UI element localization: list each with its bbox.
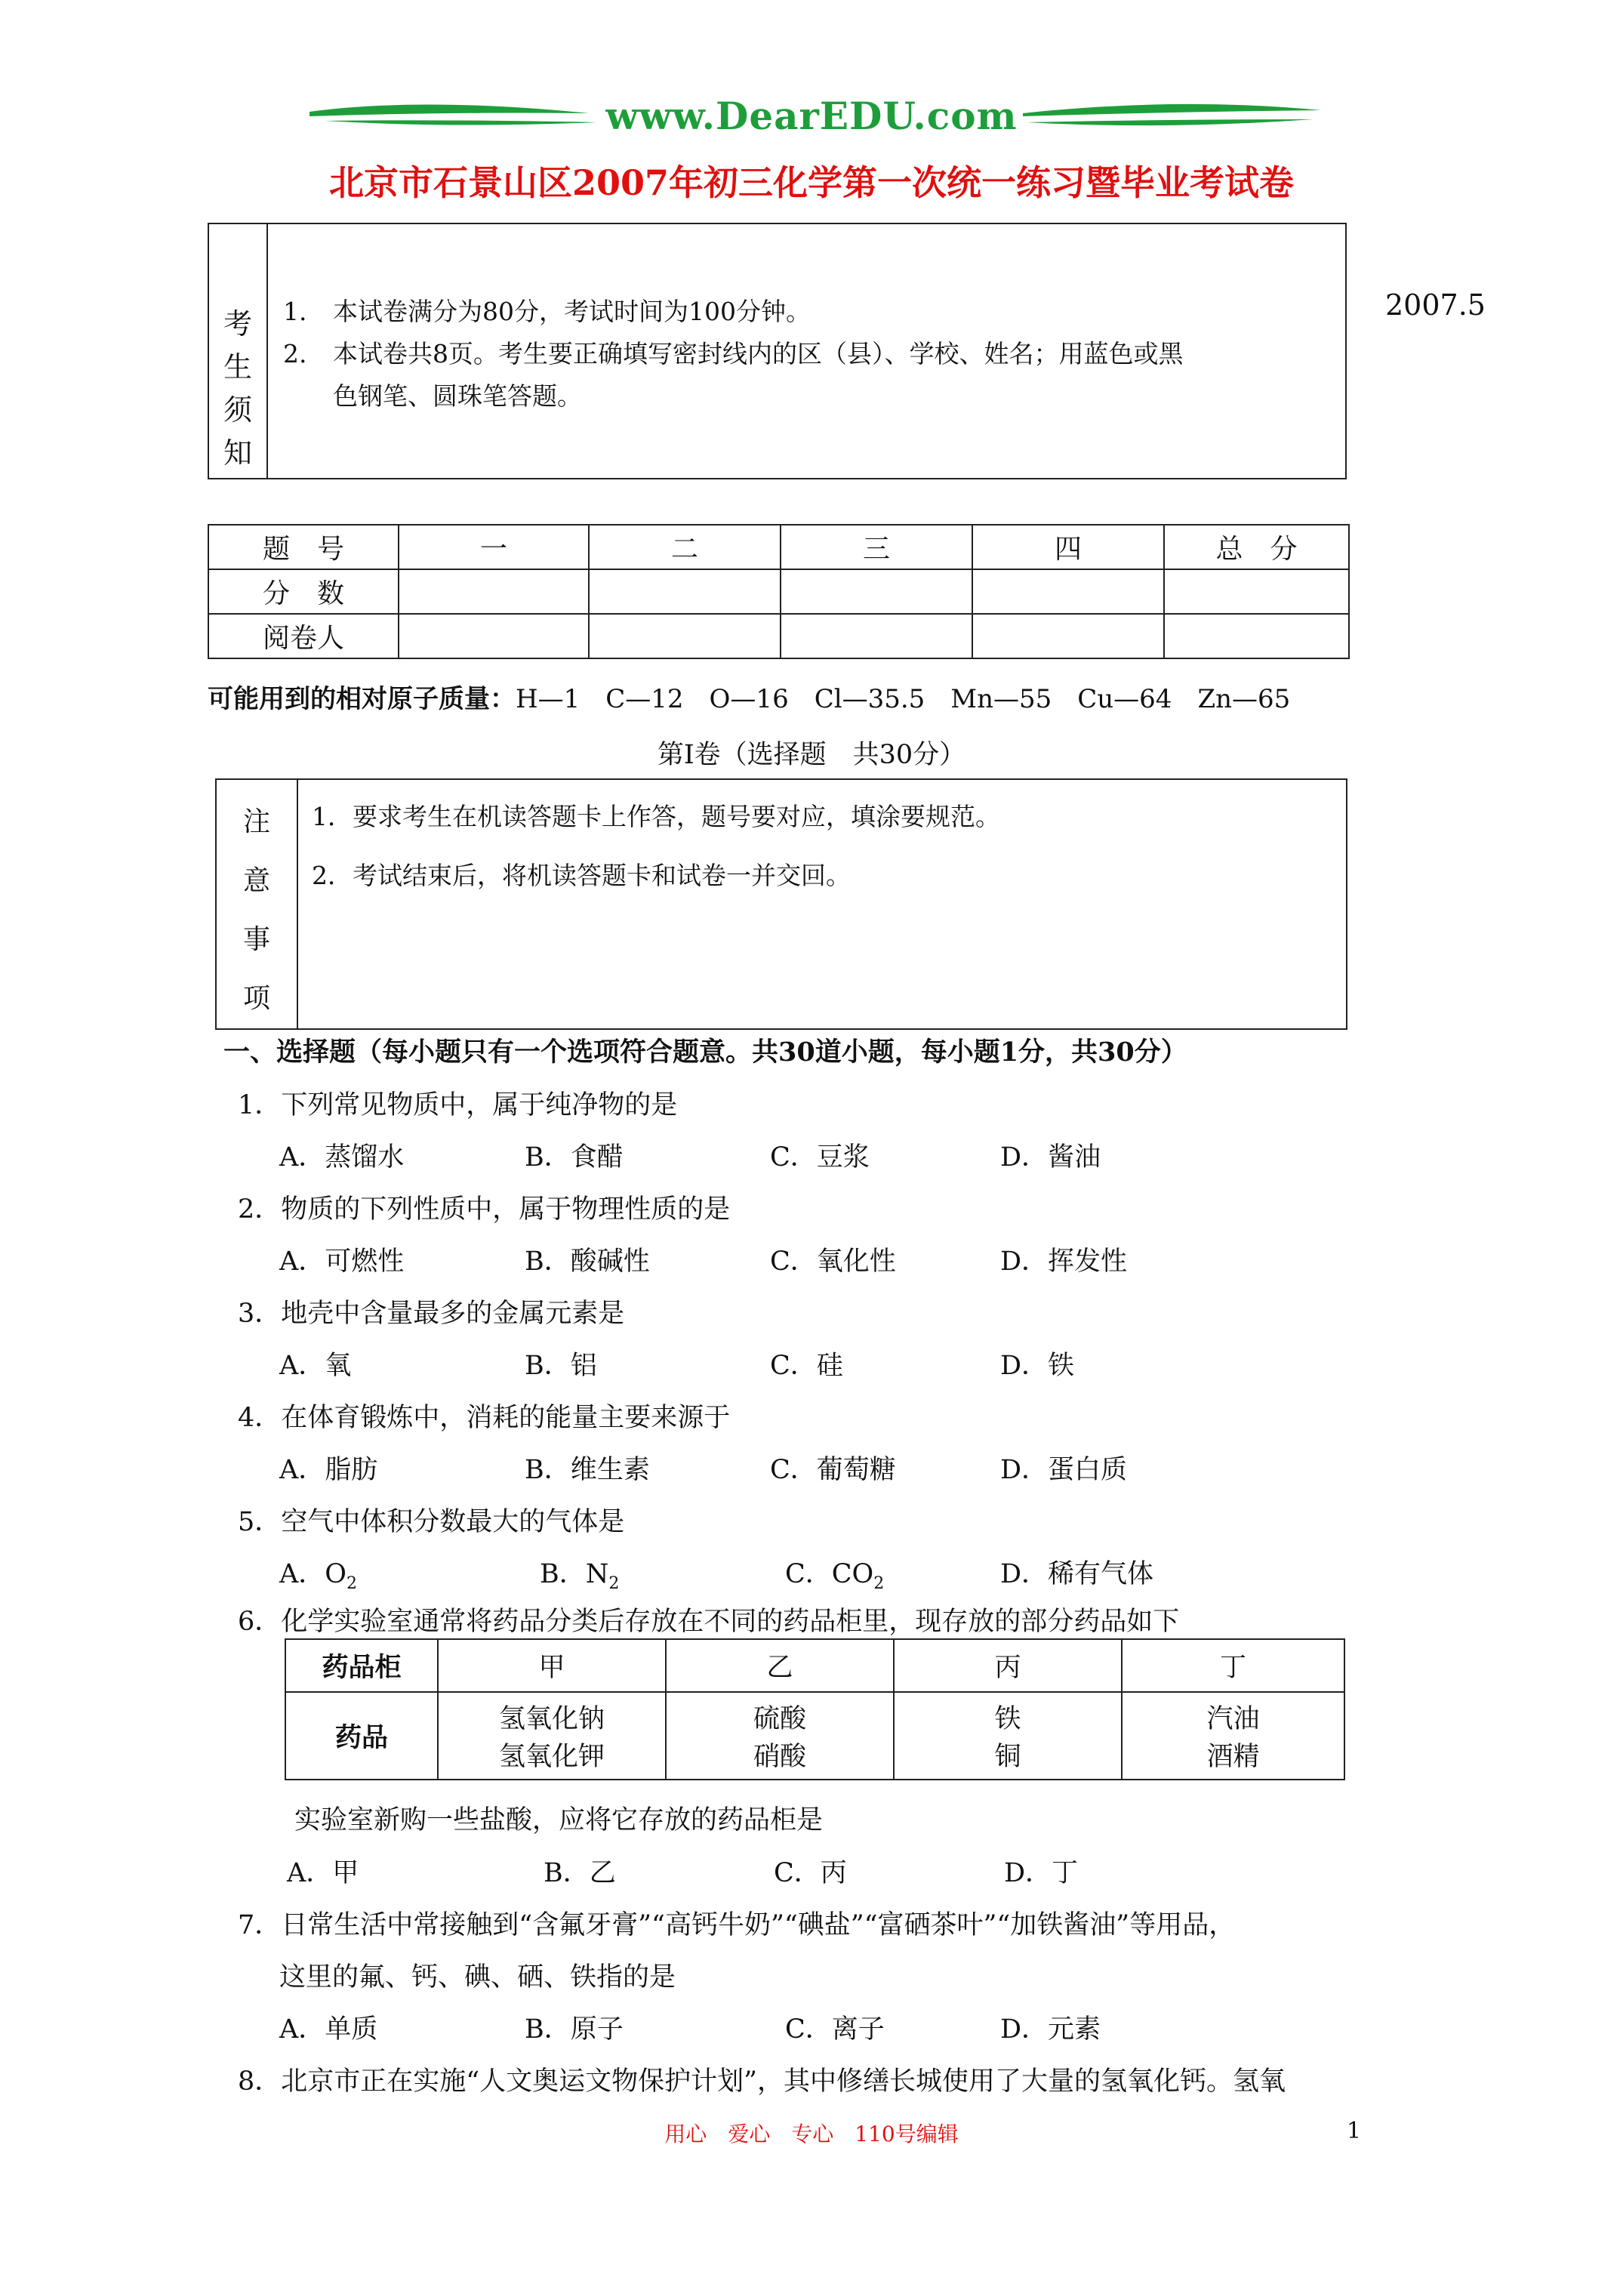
label-char: 生	[223, 350, 252, 384]
table-header-cell: 乙	[666, 1639, 894, 1692]
grader-cell[interactable]	[781, 614, 972, 658]
table-row	[208, 614, 1349, 658]
question-6: 6．化学实验室通常将药品分类后存放在不同的药品柜里，现存放的部分药品如下	[238, 1607, 1180, 1637]
table-cell: 硫酸 硝酸	[666, 1692, 894, 1780]
table-cell: 汽油 酒精	[1122, 1692, 1344, 1780]
candidate-notice-content	[267, 223, 1346, 479]
option[interactable]: D．酱油	[1000, 1142, 1101, 1173]
option[interactable]: A．甲	[287, 1858, 359, 1888]
table-row	[285, 1692, 1344, 1780]
option[interactable]: A．蒸馏水	[279, 1142, 405, 1173]
table-header-cell: 四	[972, 525, 1164, 569]
score-cell[interactable]	[972, 569, 1164, 614]
option[interactable]: B．铝	[525, 1351, 597, 1381]
attention-box	[215, 778, 1347, 1030]
option[interactable]: B．食醋	[525, 1142, 624, 1173]
table-header-cell: 甲	[438, 1639, 666, 1692]
score-table	[208, 524, 1350, 659]
row-label: 药品	[285, 1692, 438, 1780]
table-cell: 氢氧化钠 氢氧化钾	[438, 1692, 666, 1780]
label-char: 考	[223, 307, 252, 341]
candidate-notice-box	[208, 223, 1347, 479]
table-header-cell: 二	[589, 525, 781, 569]
grader-cell[interactable]	[589, 614, 781, 658]
option[interactable]: D．挥发性	[1000, 1247, 1128, 1277]
table-header-cell: 一	[399, 525, 589, 569]
question-8: 8．北京市正在实施“人文奥运文物保护计划”，其中修缮长城使用了大量的氢氧化钙。氢氧	[238, 2066, 1286, 2097]
page-footer: 用心 爱心 专心 110号编辑	[664, 2122, 959, 2147]
option[interactable]: B．$N_2$	[540, 1559, 620, 1593]
attention-label: 注 意 事 项	[216, 779, 297, 1029]
option[interactable]: C．豆浆	[770, 1142, 870, 1173]
table-header-cell: 三	[781, 525, 972, 569]
part1-title: 第Ⅰ卷（选择题 共30分）	[657, 740, 966, 770]
option[interactable]: A．脂肪	[279, 1455, 378, 1485]
candidate-notice-label	[208, 223, 267, 479]
table-header-cell: 丙	[894, 1639, 1122, 1692]
notice-item: 2. 本试卷共8页。考生要正确填写密封线内的区（县）、学校、姓名；用蓝色或黑	[283, 339, 1184, 368]
question-7: 7．日常生活中常接触到“含氟牙膏”“高钙牛奶”“碘盐”“富硒茶叶”“加铁酱油”等用品，	[238, 1910, 1236, 1940]
option[interactable]: A．可燃性	[279, 1247, 405, 1277]
score-cell[interactable]	[589, 569, 781, 614]
score-cell[interactable]	[781, 569, 972, 614]
option[interactable]: A．氧	[279, 1351, 352, 1381]
option[interactable]: C．硅	[770, 1351, 843, 1381]
option[interactable]: B．维生素	[525, 1455, 650, 1485]
section1-heading: 一、选择题（每小题只有一个选项符合题意。共30道小题，每小题1分，共30分）	[223, 1037, 1187, 1068]
table-header-cell: 丁	[1122, 1639, 1344, 1692]
option[interactable]: C．氧化性	[770, 1247, 896, 1277]
subscript: 2	[873, 1574, 885, 1593]
row-label: 阅卷人	[208, 614, 399, 658]
table-row	[208, 525, 1349, 569]
table-header-cell: 药品柜	[285, 1639, 438, 1692]
row-label: 分 数	[208, 569, 399, 614]
grader-cell[interactable]	[972, 614, 1164, 658]
table-header-cell: 题 号	[208, 525, 399, 569]
question-4: 4．在体育锻炼中，消耗的能量主要来源于	[238, 1403, 731, 1433]
option[interactable]: B．酸碱性	[525, 1247, 650, 1277]
question-2: 2．物质的下列性质中，属于物理性质的是	[238, 1194, 731, 1225]
attention-content	[297, 779, 1347, 1029]
attention-item: 2．考试结束后，将机读答题卡和试卷一并交回。	[312, 861, 851, 890]
option[interactable]: B．乙	[544, 1858, 616, 1888]
question-6-followup: 实验室新购一些盐酸，应将它存放的药品柜是	[294, 1805, 824, 1835]
option[interactable]: D．元素	[1000, 2014, 1101, 2045]
option[interactable]: D．蛋白质	[1000, 1455, 1128, 1485]
option[interactable]: C．葡萄糖	[770, 1455, 896, 1485]
drug-cabinet-table	[285, 1638, 1345, 1780]
option[interactable]: D．铁	[1000, 1351, 1075, 1381]
subscript: 2	[608, 1574, 620, 1593]
question-7-line2: 这里的氟、钙、碘、硒、铁指的是	[279, 1962, 676, 1992]
page-number: 1	[1347, 2118, 1362, 2144]
attention-item: 1．要求考生在机读答题卡上作答，题号要对应，填涂要规范。	[312, 802, 1000, 831]
option[interactable]: C．$CO_2$	[785, 1559, 885, 1593]
table-cell: 铁 铜	[894, 1692, 1122, 1780]
option[interactable]: C．离子	[785, 2014, 885, 2045]
option[interactable]: B．原子	[525, 2014, 624, 2045]
table-row	[208, 569, 1349, 614]
score-cell[interactable]	[399, 569, 589, 614]
option[interactable]: D．丁	[1004, 1858, 1079, 1888]
option[interactable]: A．$O_2$	[279, 1559, 357, 1593]
label-char: 须	[223, 393, 252, 427]
grader-cell[interactable]	[399, 614, 589, 658]
grader-cell[interactable]	[1164, 614, 1349, 658]
question-5: 5．空气中体积分数最大的气体是	[238, 1507, 625, 1537]
table-header-cell: 总 分	[1164, 525, 1349, 569]
score-cell[interactable]	[1164, 569, 1349, 614]
notice-item: 色钢笔、圆珠笔答题。	[333, 381, 582, 411]
label-char: 知	[223, 436, 252, 470]
table-row	[285, 1639, 1344, 1692]
notice-item: 1. 本试卷满分为80分，考试时间为100分钟。	[283, 297, 811, 326]
option[interactable]: C．丙	[774, 1858, 847, 1888]
question-3: 3．地壳中含量最多的金属元素是	[238, 1299, 625, 1329]
exam-title: 北京市石景山区2007年初三化学第一次统一练习暨毕业考试卷	[328, 162, 1295, 203]
subscript: 2	[346, 1574, 357, 1593]
site-logo-text: www.DearEDU.com	[605, 94, 1018, 138]
question-1: 1．下列常见物质中，属于纯净物的是	[238, 1090, 678, 1120]
exam-date: 2007.5	[1385, 288, 1486, 322]
atomic-mass-line: 可能用到的相对原子质量：H—1 C—12 O—16 Cl—35.5 Mn—55 Cu—64 Zn—65	[208, 684, 1291, 714]
option[interactable]: A．单质	[279, 2014, 378, 2045]
option[interactable]: D．稀有气体	[1000, 1559, 1154, 1589]
